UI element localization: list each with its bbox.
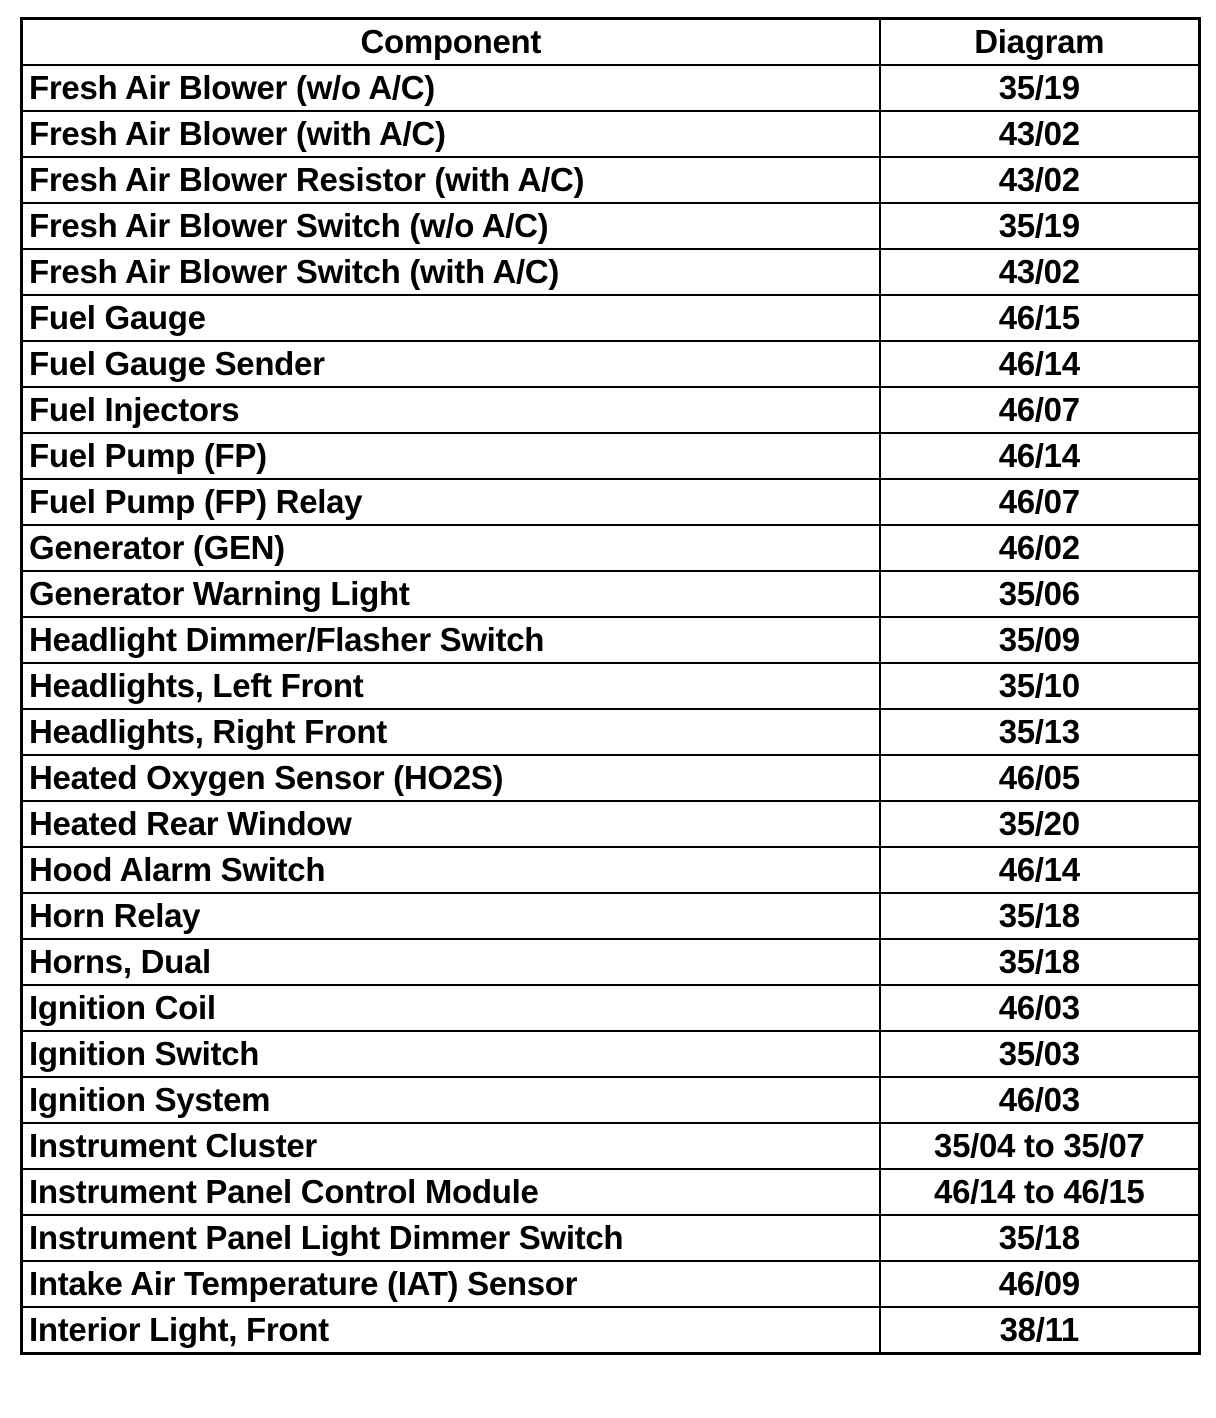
table-row [22,1307,1200,1354]
diagram-cell: 46/02 [880,525,1200,571]
component-cell: Ignition System [22,1077,880,1123]
header-component: Component [22,19,880,66]
table-row [22,663,1200,709]
table-row [22,1077,1200,1123]
diagram-cell: 35/20 [880,801,1200,847]
component-cell: Fresh Air Blower Resistor (with A/C) [22,157,880,203]
diagram-cell: 46/14 [880,341,1200,387]
component-cell: Interior Light, Front [22,1307,880,1354]
table-row [22,847,1200,893]
table-row [22,985,1200,1031]
component-cell: Headlights, Left Front [22,663,880,709]
component-cell: Ignition Switch [22,1031,880,1077]
table-row [22,1215,1200,1261]
diagram-cell: 46/03 [880,985,1200,1031]
table-row [22,479,1200,525]
table-row [22,1169,1200,1215]
diagram-cell: 46/14 [880,847,1200,893]
component-cell: Instrument Panel Control Module [22,1169,880,1215]
header-diagram: Diagram [880,19,1200,66]
component-cell: Fuel Gauge Sender [22,341,880,387]
component-cell: Headlight Dimmer/Flasher Switch [22,617,880,663]
diagram-cell: 35/18 [880,939,1200,985]
table-row [22,571,1200,617]
diagram-cell: 46/07 [880,479,1200,525]
component-cell: Fresh Air Blower Switch (with A/C) [22,249,880,295]
diagram-cell: 35/06 [880,571,1200,617]
table-row [22,387,1200,433]
table-row [22,295,1200,341]
diagram-cell: 35/03 [880,1031,1200,1077]
table-body [22,65,1200,1354]
component-cell: Generator Warning Light [22,571,880,617]
diagram-cell: 35/18 [880,893,1200,939]
diagram-cell: 35/19 [880,65,1200,111]
component-cell: Intake Air Temperature (IAT) Sensor [22,1261,880,1307]
table-row [22,1123,1200,1169]
diagram-cell: 35/04 to 35/07 [880,1123,1200,1169]
table-row [22,893,1200,939]
diagram-cell: 46/15 [880,295,1200,341]
diagram-cell: 35/18 [880,1215,1200,1261]
diagram-cell: 35/09 [880,617,1200,663]
component-cell: Horns, Dual [22,939,880,985]
header-row [22,19,1200,66]
table-row [22,525,1200,571]
diagram-cell: 46/05 [880,755,1200,801]
component-cell: Hood Alarm Switch [22,847,880,893]
table-row [22,157,1200,203]
table-row [22,939,1200,985]
diagram-cell: 43/02 [880,111,1200,157]
diagram-cell: 46/14 [880,433,1200,479]
component-cell: Fresh Air Blower (w/o A/C) [22,65,880,111]
diagram-cell: 46/14 to 46/15 [880,1169,1200,1215]
table-row [22,341,1200,387]
component-cell: Fresh Air Blower (with A/C) [22,111,880,157]
diagram-cell: 43/02 [880,249,1200,295]
component-cell: Fuel Gauge [22,295,880,341]
component-cell: Horn Relay [22,893,880,939]
component-cell: Instrument Cluster [22,1123,880,1169]
component-cell: Heated Oxygen Sensor (HO2S) [22,755,880,801]
component-cell: Fuel Pump (FP) Relay [22,479,880,525]
table-row [22,433,1200,479]
table-row [22,203,1200,249]
table-row [22,617,1200,663]
diagram-cell: 46/09 [880,1261,1200,1307]
diagram-cell: 43/02 [880,157,1200,203]
diagram-cell: 35/13 [880,709,1200,755]
table-row [22,111,1200,157]
component-cell: Fuel Injectors [22,387,880,433]
table-row [22,1031,1200,1077]
component-cell: Fresh Air Blower Switch (w/o A/C) [22,203,880,249]
component-cell: Instrument Panel Light Dimmer Switch [22,1215,880,1261]
table-row [22,249,1200,295]
component-cell: Ignition Coil [22,985,880,1031]
diagram-cell: 38/11 [880,1307,1200,1354]
table-row [22,755,1200,801]
diagram-cell: 35/19 [880,203,1200,249]
component-diagram-table [20,17,1201,1355]
table-row [22,65,1200,111]
diagram-cell: 35/10 [880,663,1200,709]
diagram-cell: 46/07 [880,387,1200,433]
component-cell: Fuel Pump (FP) [22,433,880,479]
component-cell: Heated Rear Window [22,801,880,847]
table-row [22,709,1200,755]
table-row [22,801,1200,847]
diagram-cell: 46/03 [880,1077,1200,1123]
component-cell: Headlights, Right Front [22,709,880,755]
table-row [22,1261,1200,1307]
component-cell: Generator (GEN) [22,525,880,571]
